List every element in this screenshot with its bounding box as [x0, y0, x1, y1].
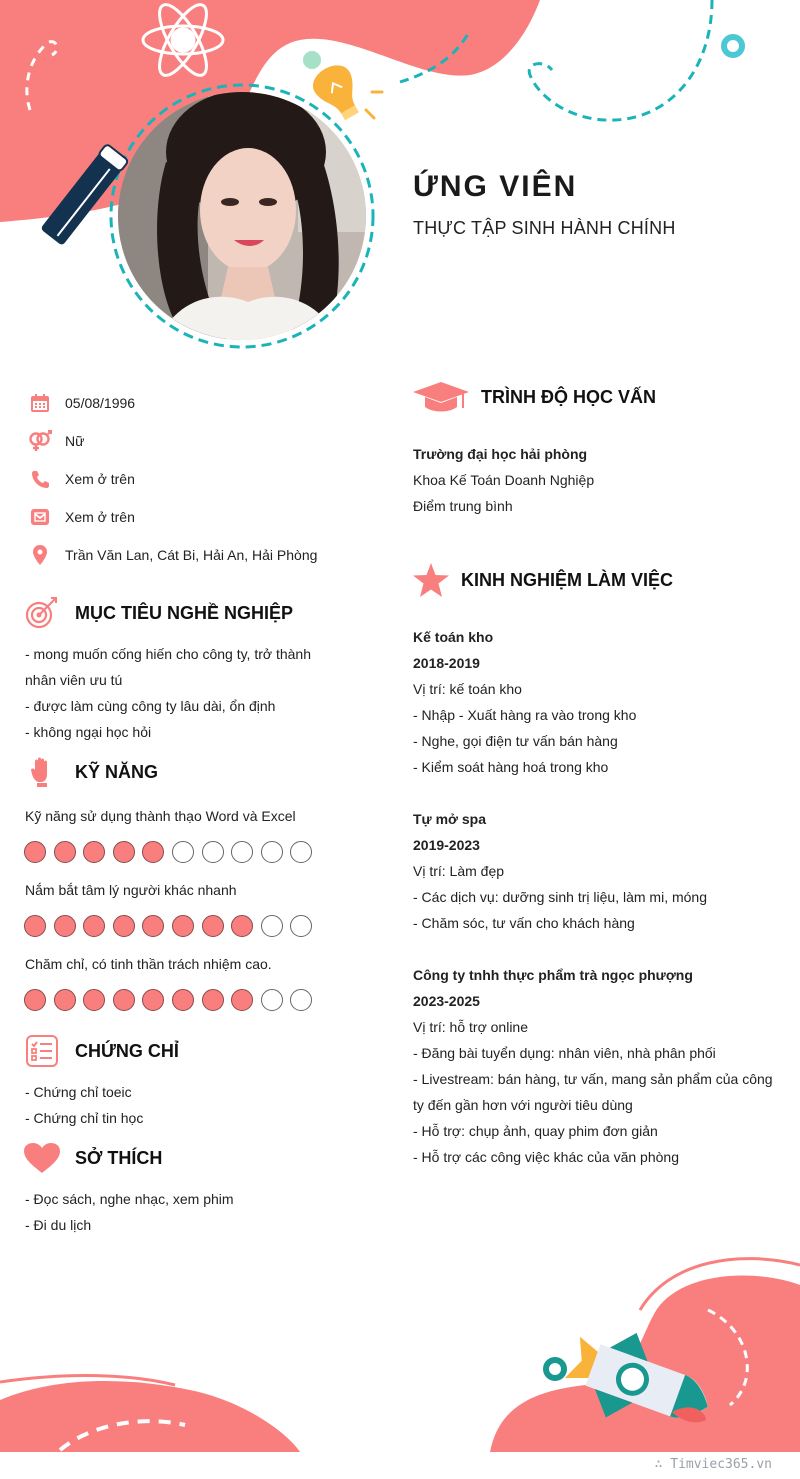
- certificates-content: [25, 1079, 385, 1131]
- job-period: 2023-2025: [413, 993, 480, 1009]
- skill-name: Kỹ năng sử dụng thành thạo Word và Excel: [25, 808, 296, 824]
- contact-address-text: Trần Văn Lan, Cát Bi, Hải An, Hải Phòng: [65, 547, 318, 563]
- objective-line: - không ngại học hỏi: [25, 724, 152, 740]
- skill-dot-filled: [231, 915, 253, 937]
- experience-heading: [413, 562, 673, 598]
- skill-dot-empty: [261, 915, 283, 937]
- experience-title: KINH NGHIỆM LÀM VIỆC: [461, 569, 674, 590]
- contact-address: [28, 536, 368, 574]
- job-line: - Nhập - Xuất hàng ra vào trong kho: [413, 707, 637, 723]
- skill-dot-filled: [83, 915, 105, 937]
- job-line: - Hỗ trợ các công việc khác của văn phòng: [413, 1149, 679, 1165]
- contact-email-text: Xem ở trên: [65, 509, 135, 525]
- heart-icon: [24, 1141, 60, 1175]
- skills-heading: [24, 755, 158, 789]
- skill-dot-empty: [172, 841, 194, 863]
- skill-dot-filled: [172, 989, 194, 1011]
- job-company: Kế toán kho: [413, 629, 494, 645]
- job-line: ty đến gần hơn với người tiêu dùng: [413, 1097, 633, 1113]
- skills-title: KỸ NĂNG: [75, 761, 159, 782]
- job-company: Tự mở spa: [413, 811, 486, 827]
- skills-list: [25, 805, 385, 1027]
- education-title: TRÌNH ĐỘ HỌC VẤN: [481, 386, 656, 407]
- objective-line: - mong muốn cống hiến cho công ty, trở thành: [25, 646, 311, 662]
- teal-ring-icon: [724, 37, 742, 55]
- skill-dot-empty: [290, 841, 312, 863]
- experience-job: [413, 806, 793, 936]
- contact-birthday: [28, 384, 368, 422]
- bottom-left-coral-blob: [0, 1381, 300, 1452]
- job-line: - Kiểm soát hàng hoá trong kho: [413, 759, 609, 775]
- job-period: 2019-2023: [413, 837, 480, 853]
- skill-rating: [24, 915, 385, 939]
- skill-dot-filled: [54, 841, 76, 863]
- education-line: Điểm trung bình: [413, 498, 513, 514]
- skill-dot-filled: [24, 841, 46, 863]
- job-position: THỰC TẬP SINH HÀNH CHÍNH: [413, 218, 676, 238]
- skill-dot-empty: [202, 841, 224, 863]
- skill-rating: [24, 841, 385, 865]
- contact-list: [28, 384, 368, 574]
- certificate-line: - Chứng chỉ toeic: [25, 1084, 132, 1100]
- school-name: Trường đại học hải phòng: [413, 446, 588, 462]
- calendar-icon: [28, 391, 52, 415]
- hobbies-heading: [24, 1141, 162, 1175]
- skill-dot-filled: [231, 989, 253, 1011]
- skill-dot-filled: [142, 841, 164, 863]
- skill-dot-filled: [113, 841, 135, 863]
- skill-name: Nắm bắt tâm lý người khác nhanh: [25, 882, 237, 898]
- contact-gender: [28, 422, 368, 460]
- certificates-heading: [24, 1034, 179, 1068]
- hobby-line: - Đi du lịch: [25, 1217, 92, 1233]
- job-period: 2018-2019: [413, 655, 480, 671]
- job-line: - Hỗ trợ: chụp ảnh, quay phim đơn giản: [413, 1123, 658, 1139]
- bulb-glow: [303, 51, 321, 69]
- skill-dot-filled: [54, 989, 76, 1011]
- certificates-title: CHỨNG CHỈ: [75, 1040, 179, 1061]
- job-line: - Các dịch vụ: dưỡng sinh trị liệu, làm mi, móng: [413, 889, 707, 905]
- certificate-line: - Chứng chỉ tin học: [25, 1110, 144, 1126]
- objective-content: [25, 641, 385, 745]
- hobbies-content: [25, 1186, 385, 1238]
- skill-dot-filled: [83, 841, 105, 863]
- job-line: Vị trí: hỗ trợ online: [413, 1019, 529, 1035]
- skill-dot-empty: [231, 841, 253, 863]
- hand-icon: [24, 755, 60, 789]
- graduation-cap-icon: [413, 380, 469, 414]
- skill-dot-filled: [142, 915, 164, 937]
- job-line: - Đăng bài tuyển dụng: nhân viên, nhà phân phối: [413, 1045, 716, 1061]
- gender-icon: [28, 429, 52, 453]
- skill-dot-empty: [261, 989, 283, 1011]
- target-icon: [24, 596, 60, 630]
- job-company: Công ty tnhh thực phẩm trà ngọc phượng: [413, 967, 693, 983]
- skill-dot-filled: [202, 915, 224, 937]
- skill-dot-filled: [54, 915, 76, 937]
- objective-line: - được làm cùng công ty lâu dài, ổn định: [25, 698, 276, 714]
- job-line: - Chăm sóc, tư vấn cho khách hàng: [413, 915, 635, 931]
- teal-ring-bottom: [546, 1360, 564, 1378]
- skill-dot-filled: [83, 989, 105, 1011]
- watermark: ∴ Timviec365.vn: [654, 1457, 772, 1472]
- job-line: - Nghe, gọi điện tư vấn bán hàng: [413, 733, 618, 749]
- skill-name: Chăm chỉ, có tinh thần trách nhiệm cao.: [25, 956, 272, 972]
- skill-dot-filled: [24, 989, 46, 1011]
- education-heading: [413, 380, 656, 414]
- contact-email: [28, 498, 368, 536]
- skill-dot-filled: [142, 989, 164, 1011]
- contact-phone: [28, 460, 368, 498]
- phone-icon: [28, 467, 52, 491]
- star-icon: [413, 562, 449, 598]
- email-icon: [28, 505, 52, 529]
- skill-dot-filled: [24, 915, 46, 937]
- skill-dot-filled: [113, 989, 135, 1011]
- contact-gender-text: Nữ: [65, 433, 85, 449]
- contact-phone-text: Xem ở trên: [65, 471, 135, 487]
- experience-job: [413, 962, 793, 1170]
- location-icon: [28, 543, 52, 567]
- job-line: Vị trí: Làm đẹp: [413, 863, 505, 879]
- skill-dot-empty: [290, 915, 312, 937]
- skill-dot-filled: [202, 989, 224, 1011]
- candidate-name: ỨNG VIÊN: [413, 170, 578, 203]
- education-line: Khoa Kế Toán Doanh Nghiệp: [413, 472, 595, 488]
- experience-job: [413, 624, 793, 780]
- skill-rating: [24, 989, 385, 1013]
- objective-title: MỤC TIÊU NGHỀ NGHIỆP: [75, 602, 294, 623]
- skill-dot-empty: [290, 989, 312, 1011]
- dashed-curve-top-right: [529, 0, 712, 120]
- contact-birthday-text: 05/08/1996: [65, 395, 136, 411]
- objective-heading: [24, 596, 293, 630]
- job-line: Vị trí: kế toán kho: [413, 681, 522, 697]
- checklist-icon: [24, 1034, 60, 1068]
- skill-dot-filled: [113, 915, 135, 937]
- profile-photo: [118, 92, 366, 340]
- education-content: [413, 441, 793, 519]
- objective-line: nhân viên ưu tú: [25, 672, 123, 688]
- skill-dot-filled: [172, 915, 194, 937]
- job-line: - Livestream: bán hàng, tư vấn, mang sản phẩm của công: [413, 1071, 773, 1087]
- hobbies-title: SỞ THÍCH: [75, 1147, 163, 1168]
- hobby-line: - Đọc sách, nghe nhạc, xem phim: [25, 1191, 234, 1207]
- skill-dot-empty: [261, 841, 283, 863]
